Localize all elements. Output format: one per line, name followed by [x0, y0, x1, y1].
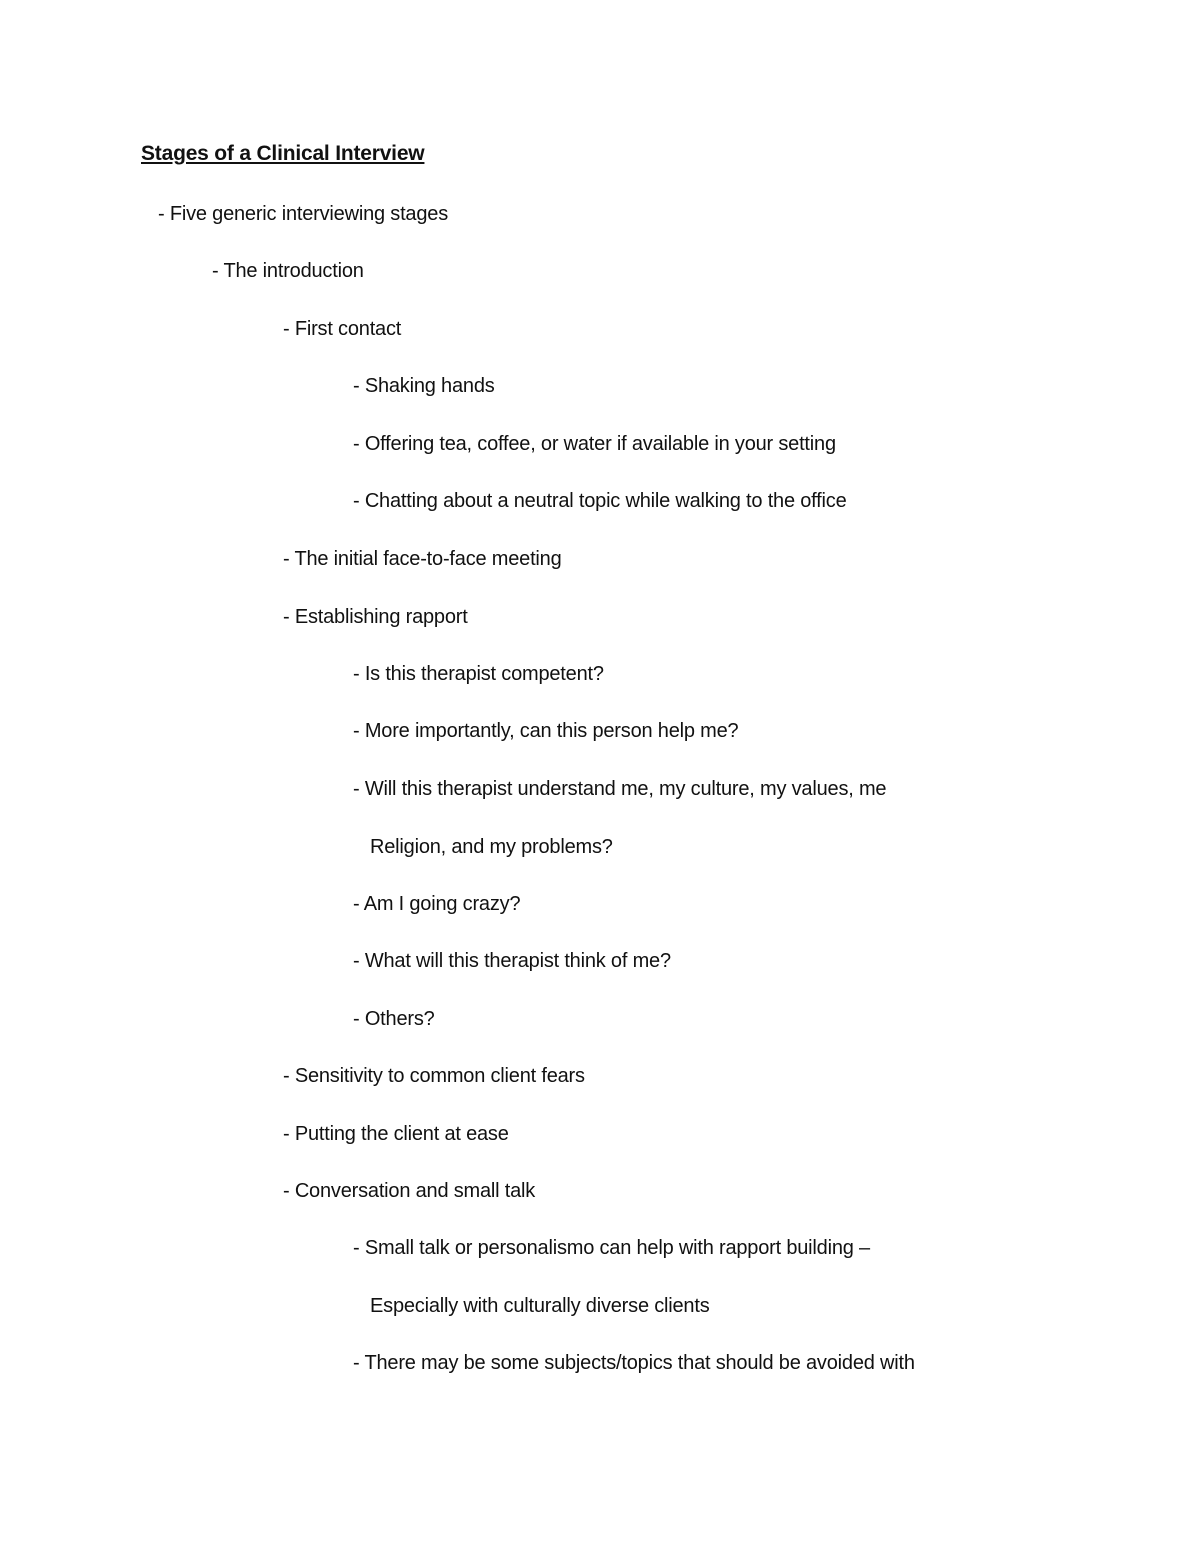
outline-line: - What will this therapist think of me? — [353, 950, 671, 972]
outline-line: - Am I going crazy? — [353, 893, 521, 915]
outline-line: - There may be some subjects/topics that should be avoided with — [353, 1352, 915, 1374]
outline-line: - Sensitivity to common client fears — [283, 1065, 585, 1087]
document-title: Stages of a Clinical Interview — [141, 142, 425, 165]
outline-line: - More importantly, can this person help me? — [353, 720, 739, 742]
outline-line: - The introduction — [212, 260, 364, 282]
outline-line: - Offering tea, coffee, or water if available in your setting — [353, 433, 836, 455]
outline-line: - Five generic interviewing stages — [158, 203, 448, 225]
outline-line: - Is this therapist competent? — [353, 663, 604, 685]
outline-line: - Shaking hands — [353, 375, 495, 397]
outline-line: - Establishing rapport — [283, 606, 468, 628]
outline-line: - Conversation and small talk — [283, 1180, 536, 1202]
outline-line-continuation: Especially with culturally diverse clients — [370, 1295, 710, 1317]
outline-line: - The initial face-to-face meeting — [283, 548, 562, 570]
outline-line-continuation: Religion, and my problems? — [370, 836, 613, 858]
outline-line: - First contact — [283, 318, 402, 340]
outline-line: - Will this therapist understand me, my culture, my values, me — [353, 778, 887, 800]
outline-line: - Others? — [353, 1008, 435, 1030]
outline-line: - Chatting about a neutral topic while walking to the office — [353, 490, 847, 512]
outline-line: - Small talk or personalismo can help with rapport building – — [353, 1237, 870, 1259]
outline-line: - Putting the client at ease — [283, 1123, 509, 1145]
